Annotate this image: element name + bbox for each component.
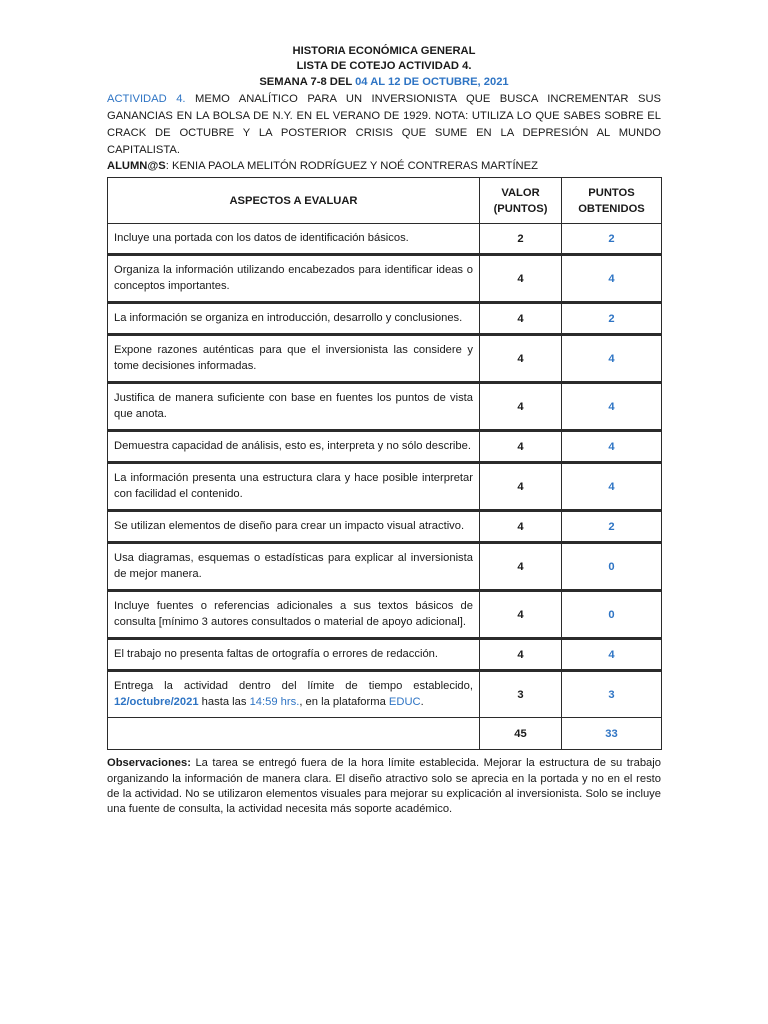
table-row-total	[108, 718, 662, 750]
table-row-delivery	[108, 671, 662, 718]
aspect-cell: Usa diagramas, esquemas o estadísticas para explicar al inversionista de mejor manera.	[108, 543, 480, 591]
observations-text: La tarea se entregó fuera de la hora límite establecida. Mejorar la estructura de su trabajo organizando la información de manera clara. El diseño atractivo solo se aprecia en la portada y no en el resto de la actividad. No se utilizaron elementos visuales para mejorar su explicación al inversionista. Solo se incluye una fuente de consulta, la actividad necesita más soporte académico.	[107, 757, 661, 816]
value-cell: 2	[480, 224, 562, 255]
aspect-cell: Expone razones auténticas para que el inversionista las considere y tome decisiones informadas.	[108, 335, 480, 383]
delivery-text-2: hasta las	[198, 696, 250, 709]
aspect-cell: Incluye una portada con los datos de identificación básicos.	[108, 224, 480, 255]
activity-description	[107, 91, 661, 158]
value-cell: 4	[480, 335, 562, 383]
table-row	[108, 639, 662, 671]
week-line	[107, 75, 661, 90]
table-row	[108, 224, 662, 255]
aspect-cell: Organiza la información utilizando encabezados para identificar ideas o conceptos importantes.	[108, 255, 480, 303]
value-cell: 3	[480, 671, 562, 718]
table-row	[108, 383, 662, 431]
header-points-line1: PUNTOS	[588, 186, 635, 199]
aspect-cell: Incluye fuentes o referencias adicionales a sus textos básicos de consulta [mínimo 3 autores consultados o material de apoyo adicional].	[108, 591, 480, 639]
table-row	[108, 511, 662, 543]
document-page	[107, 44, 661, 818]
points-cell: 4	[562, 431, 662, 463]
table-row	[108, 335, 662, 383]
value-cell: 4	[480, 591, 562, 639]
points-cell: 4	[562, 639, 662, 671]
total-value: 45	[480, 718, 562, 750]
header-value	[480, 178, 562, 224]
header-value-line2: (PUNTOS)	[493, 202, 548, 215]
observations-label: Observaciones:	[107, 757, 191, 770]
value-cell: 4	[480, 383, 562, 431]
header-aspects: ASPECTOS A EVALUAR	[108, 178, 480, 224]
table-row	[108, 543, 662, 591]
delivery-text-1: Entrega la actividad dentro del límite de tiempo establecido,	[114, 680, 473, 693]
checklist-title: LISTA DE COTEJO ACTIVIDAD 4.	[296, 60, 472, 73]
week-dates: 04 AL 12 DE OCTUBRE, 2021	[355, 75, 509, 88]
points-cell: 0	[562, 591, 662, 639]
aspect-cell: El trabajo no presenta faltas de ortografía o errores de redacción.	[108, 639, 480, 671]
table-row	[108, 463, 662, 511]
points-cell: 4	[562, 383, 662, 431]
delivery-text-4: .	[420, 696, 424, 709]
value-cell: 4	[480, 303, 562, 335]
total-label-cell	[108, 718, 480, 750]
points-cell: 2	[562, 511, 662, 543]
observations	[107, 756, 661, 818]
aspect-cell: Demuestra capacidad de análisis, esto es, interpreta y no sólo describe.	[108, 431, 480, 463]
aspect-cell: Se utilizan elementos de diseño para crear un impacto visual atractivo.	[108, 511, 480, 543]
week-label: SEMANA 7-8 DEL	[259, 75, 356, 88]
table-row	[108, 431, 662, 463]
total-points: 33	[562, 718, 662, 750]
points-cell: 4	[562, 255, 662, 303]
points-cell: 4	[562, 335, 662, 383]
points-cell: 4	[562, 463, 662, 511]
students-names: : KENIA PAOLA MELITÓN RODRÍGUEZ Y NOÉ CONTRERAS MARTÍNEZ	[165, 160, 538, 173]
value-cell: 4	[480, 431, 562, 463]
document-header	[107, 44, 661, 90]
aspect-delivery	[108, 671, 480, 718]
course-title: HISTORIA ECONÓMICA GENERAL	[292, 45, 476, 57]
delivery-platform: EDUC	[388, 696, 421, 709]
students-label: ALUMN@S	[107, 160, 166, 173]
table-header-row	[108, 178, 662, 224]
points-cell: 2	[562, 303, 662, 335]
points-cell: 0	[562, 543, 662, 591]
activity-text: MEMO ANALÍTICO PARA UN INVERSIONISTA QUE BUSCA INCREMENTAR SUS GANANCIAS EN LA BOLSA DE N.Y. EN EL VERANO DE 1929. NOTA: UTILIZA LO QUE SABES SOBRE EL CRACK DE OCTUBRE Y LA POSTERIOR CRISIS QUE SUME EN LA DEPRESIÓN AL MUNDO CAPITALISTA.	[107, 93, 661, 156]
students-line	[107, 158, 661, 175]
table-row	[108, 591, 662, 639]
value-cell: 4	[480, 255, 562, 303]
evaluation-table	[107, 177, 662, 750]
header-points	[562, 178, 662, 224]
value-cell: 4	[480, 463, 562, 511]
header-value-line1: VALOR	[501, 186, 540, 199]
aspect-cell: La información presenta una estructura clara y hace posible interpretar con facilidad el contenido.	[108, 463, 480, 511]
points-cell: 2	[562, 224, 662, 255]
value-cell: 4	[480, 543, 562, 591]
value-cell: 4	[480, 511, 562, 543]
delivery-time: 14:59 hrs.	[249, 696, 300, 709]
aspect-cell: La información se organiza en introducción, desarrollo y conclusiones.	[108, 303, 480, 335]
activity-label: ACTIVIDAD 4.	[107, 93, 186, 106]
table-row	[108, 255, 662, 303]
aspect-cell: Justifica de manera suficiente con base en fuentes los puntos de vista que anota.	[108, 383, 480, 431]
table-row	[108, 303, 662, 335]
points-cell: 3	[562, 671, 662, 718]
delivery-date: 12/octubre/2021	[114, 696, 199, 709]
header-points-line2: OBTENIDOS	[578, 202, 645, 215]
value-cell: 4	[480, 639, 562, 671]
delivery-text-3: , en la plataforma	[299, 696, 389, 709]
